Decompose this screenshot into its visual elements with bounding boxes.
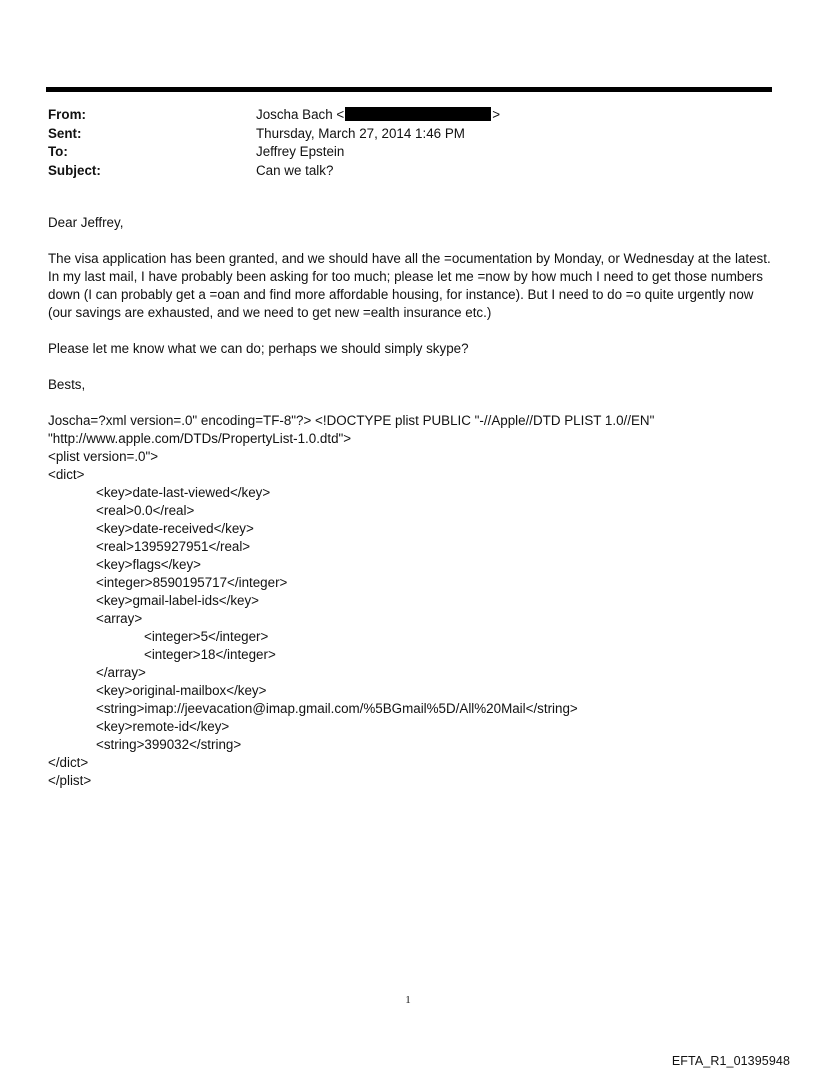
plist-line: <key>flags</key> [96,557,201,572]
greeting: Dear Jeffrey, [48,215,124,230]
email-header [48,106,748,180]
plist-line: <real>0.0</real> [96,503,195,518]
plist-line: </array> [96,665,146,680]
closing: Bests, [48,377,86,392]
plist-line: <array> [96,611,143,626]
to-label: To: [48,144,68,159]
redaction-bar [345,107,491,121]
signature-xml-line: Joscha=?xml version=.0" encoding=TF-8"?> <!DOCTYPE plist PUBLIC "-//Apple//DTD PLIST 1.0//EN" [48,413,655,428]
plist-line: <key>date-last-viewed</key> [96,485,271,500]
email-body [48,214,773,790]
plist-line: <key>date-received</key> [96,521,254,536]
from-row [48,106,748,125]
to-value: Jeffrey Epstein [256,144,345,159]
plist-line: <key>gmail-label-ids</key> [96,593,260,608]
plist-close: </plist> [48,773,92,788]
array-item: <integer>18</integer> [144,647,276,662]
dtd-url-line: "http://www.apple.com/DTDs/PropertyList-1.0.dtd"> [48,431,352,446]
page-number: 1 [405,994,411,1006]
subject-row [48,162,748,181]
plist-line: <integer>8590195717</integer> [96,575,288,590]
paragraph-question: Please let me know what we can do; perhaps we should simply skype? [48,341,469,356]
plist-line: <real>1395927951</real> [96,539,251,554]
top-rule [46,87,772,92]
dict-open: <dict> [48,467,85,482]
plist-line: <string>399032</string> [96,737,242,752]
from-value [256,106,748,125]
from-close: > [492,107,501,122]
plist-open: <plist version=.0"> [48,449,159,464]
plist-line: <key>original-mailbox</key> [96,683,267,698]
paragraph-visa: The visa application has been granted, and we should have all the =ocumentation by Monday, or Wednesday at the latest. [48,251,771,266]
subject-value: Can we talk? [256,162,334,178]
sent-value: Thursday, March 27, 2014 1:46 PM [256,125,465,141]
plist-line: <string>imap://jeevacation@imap.gmail.com/%5BGmail%5D/All%20Mail</string> [96,701,578,716]
to-row [48,143,748,162]
sent-row [48,125,748,144]
plist-line: <key>remote-id</key> [96,719,230,734]
array-item: <integer>5</integer> [144,629,269,644]
subject-label: Subject: [48,162,101,178]
sent-label: Sent: [48,125,82,141]
paragraph-request: In my last mail, I have probably been asking for too much; please let me =now by how much I need to get those numbers down (I can probably get a =oan and find more affordable housing, for instance). But I need to do =o quite urgently now (our savings are exhausted, and we need to get new =ealth insurance etc.) [48,269,763,320]
from-label: From: [48,107,86,122]
dict-close: </dict> [48,755,89,770]
from-name: Joscha Bach < [256,107,345,122]
bates-number: EFTA_R1_01395948 [671,1054,790,1068]
